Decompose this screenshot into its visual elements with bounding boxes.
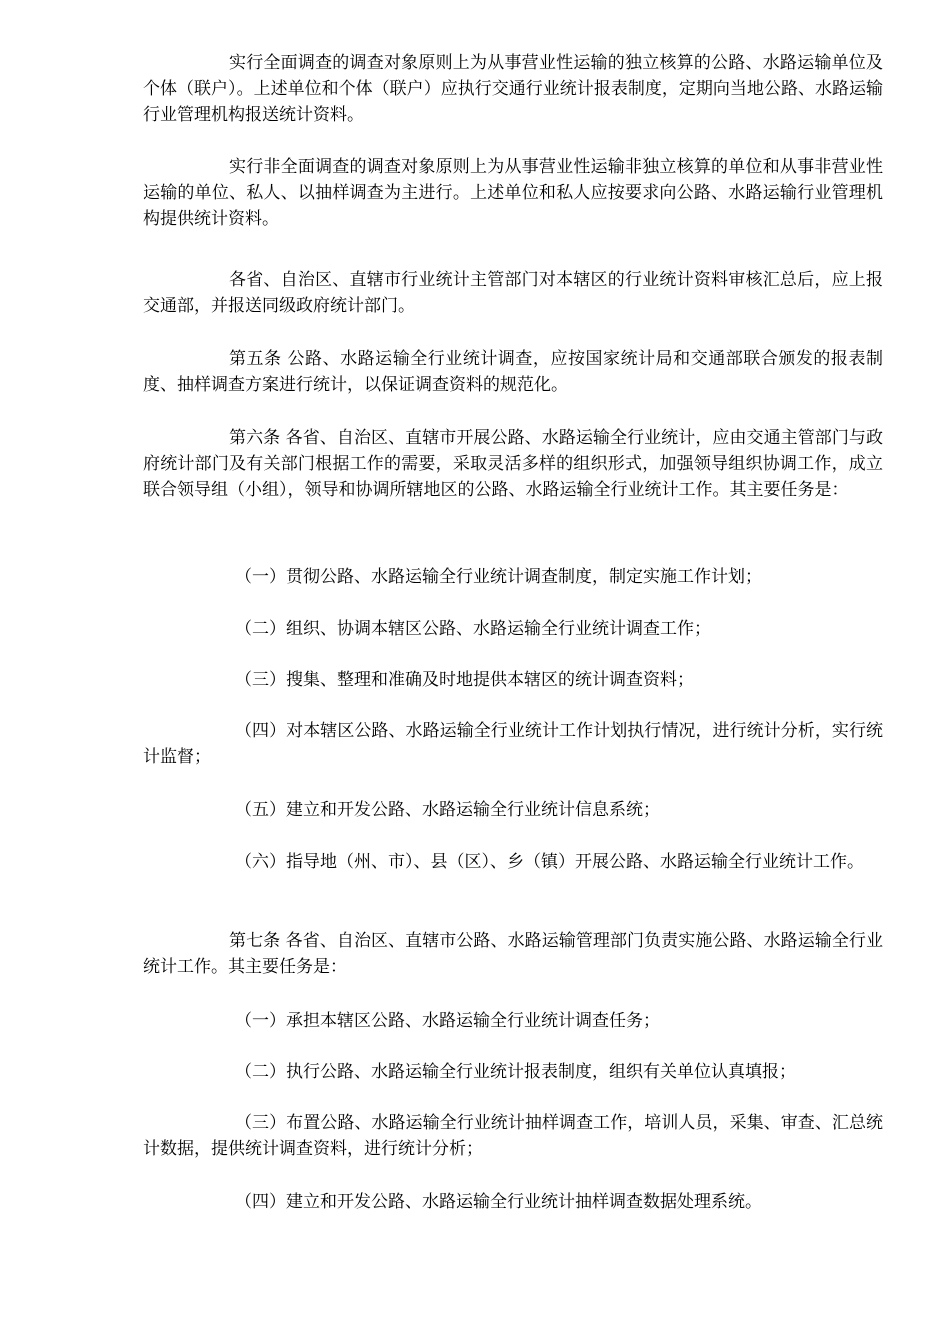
paragraph-article-5: 第五条 公路、水路运输全行业统计调查，应按国家统计局和交通部联合颁发的报表制度、抽样调查方案进行统计，以保证调查资料的规范化。: [143, 349, 883, 395]
list-item-article-7-3: （三）布置公路、水路运输全行业统计抽样调查工作，培训人员，采集、审查、汇总统计数据，提供统计调查资料，进行统计分析；: [143, 1113, 883, 1159]
paragraph-article-6: 第六条 各省、自治区、直辖市开展公路、水路运输全行业统计，应由交通主管部门与政府统计部门及有关部门根据工作的需要，采取灵活多样的组织形式，加强领导组织协调工作，成立联合领导组（小组），领导和协调所辖地区的公路、水路运输全行业统计工作。其主要任务是：: [143, 428, 883, 500]
paragraph-article-7: 第七条 各省、自治区、直辖市公路、水路运输管理部门负责实施公路、水路运输全行业统计工作。其主要任务是：: [143, 931, 883, 977]
list-item-article-7-2: （二）执行公路、水路运输全行业统计报表制度，组织有关单位认真填报；: [235, 1062, 796, 1082]
list-item-article-6-4: （四）对本辖区公路、水路运输全行业统计工作计划执行情况，进行统计分析，实行统计监督；: [143, 721, 883, 767]
list-item-article-6-3: （三）搜集、整理和准确及时地提供本辖区的统计调查资料；: [235, 670, 694, 690]
paragraph-provincial-reporting: 各省、自治区、直辖市行业统计主管部门对本辖区的行业统计资料审核汇总后，应上报交通部，并报送同级政府统计部门。: [143, 270, 883, 316]
paragraph-partial-survey: 实行非全面调查的调查对象原则上为从事营业性运输非独立核算的单位和从事非营业性运输的单位、私人、以抽样调查为主进行。上述单位和私人应按要求向公路、水路运输行业管理机构提供统计资料。: [143, 157, 883, 229]
list-item-article-6-5: （五）建立和开发公路、水路运输全行业统计信息系统；: [235, 800, 660, 820]
paragraph-full-survey: 实行全面调查的调查对象原则上为从事营业性运输的独立核算的公路、水路运输单位及个体（联户）。上述单位和个体（联户）应执行交通行业统计报表制度，定期向当地公路、水路运输行业管理机构报送统计资料。: [143, 53, 883, 125]
list-item-article-7-4: （四）建立和开发公路、水路运输全行业统计抽样调查数据处理系统。: [235, 1192, 762, 1212]
list-item-article-7-1: （一）承担本辖区公路、水路运输全行业统计调查任务；: [235, 1011, 660, 1031]
list-item-article-6-1: （一）贯彻公路、水路运输全行业统计调查制度，制定实施工作计划；: [235, 567, 762, 587]
list-item-article-6-6: （六）指导地（州、市）、县（区）、乡（镇）开展公路、水路运输全行业统计工作。: [235, 852, 864, 872]
list-item-article-6-2: （二）组织、协调本辖区公路、水路运输全行业统计调查工作；: [235, 619, 711, 639]
